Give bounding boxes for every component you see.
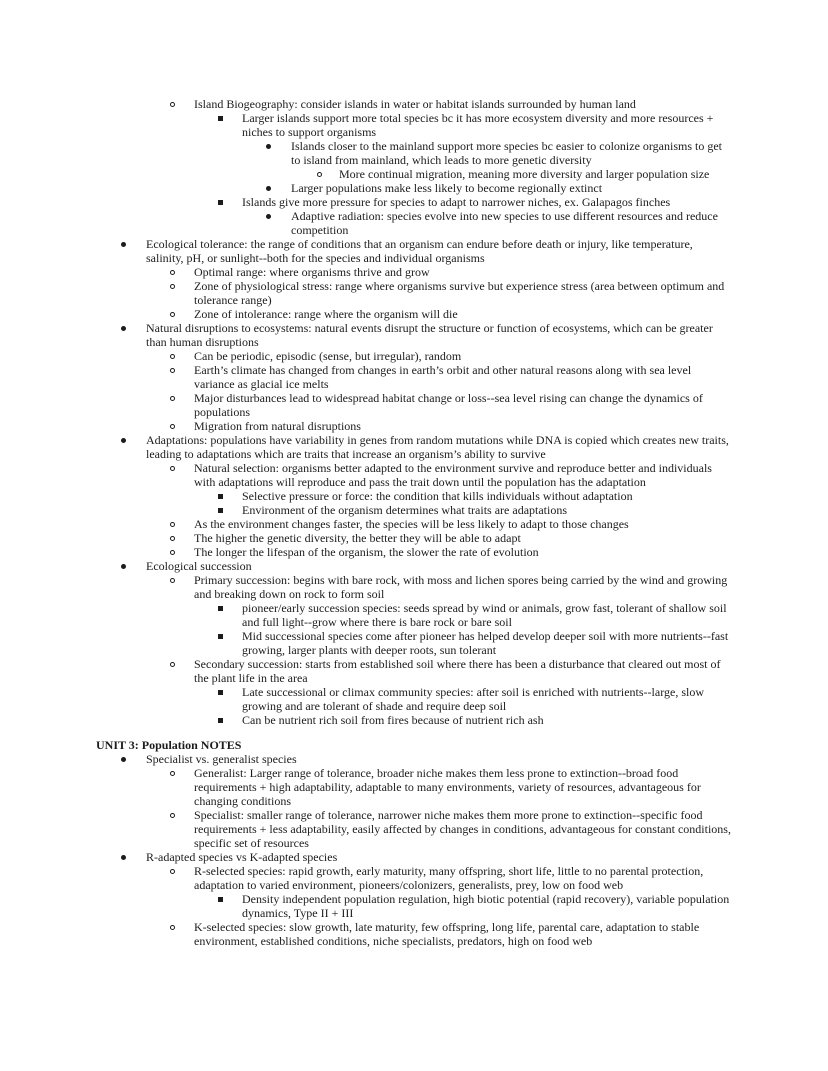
note-text: Island Biogeography: consider islands in water or habitat islands surrounded by human land [194, 97, 636, 111]
note-item [96, 391, 732, 419]
note-text: Islands give more pressure for species to adapt to narrower niches, ex. Galapagos finches [242, 195, 671, 209]
note-text: Secondary succession: starts from established soil where there has been a disturbance that cleared out most of the plant life in the area [194, 657, 721, 685]
note-text: pioneer/early succession species: seeds spread by wind or animals, grow fast, tolerant of shallow soil and full light--grow where there is bare rock or bare soil [242, 601, 727, 629]
note-text: Density independent population regulation, high biotic potential (rapid recovery), variable population dynamics, Type II + III [242, 892, 730, 920]
population-notes-list [96, 752, 732, 948]
bullet-circle-icon [170, 396, 175, 401]
note-text: The higher the genetic diversity, the better they will be able to adapt [194, 531, 521, 545]
note-item [96, 279, 732, 307]
note-text: Mid successional species come after pioneer has helped develop deeper soil with more nutrients--fast growing, larger plants with deeper roots, sun tolerant [242, 629, 729, 657]
note-text: Zone of physiological stress: range where organisms survive but experience stress (area between optimum and tolerance range) [194, 279, 725, 307]
note-text: The longer the lifespan of the organism, the slower the rate of evolution [194, 545, 539, 559]
note-text: Late successional or climax community species: after soil is enriched with nutrients--large, slow growing and are tolerant of shade and require deep soil [242, 685, 704, 713]
note-item [96, 503, 732, 517]
note-item [96, 433, 732, 461]
note-text: Earth’s climate has changed from changes in earth’s orbit and other natural reasons along with sea level variance as glacial ice melts [194, 363, 692, 391]
bullet-circle-icon [170, 284, 175, 289]
bullet-disc-icon [121, 438, 126, 443]
note-item [96, 461, 732, 489]
note-item [96, 559, 732, 573]
bullet-disc-icon [266, 144, 271, 149]
note-item [96, 808, 732, 850]
note-item [96, 850, 732, 864]
bullet-circle-icon [170, 925, 175, 930]
bullet-circle-icon [170, 662, 175, 667]
note-item [96, 629, 732, 657]
note-item [96, 545, 732, 559]
note-text: Adaptive radiation: species evolve into new species to use different resources and reduce competition [291, 209, 718, 237]
bullet-square-icon [218, 116, 223, 121]
note-text: Larger islands support more total species bc it has more ecosystem diversity and more resources + niches to support organisms [242, 111, 714, 139]
bullet-circle-icon [170, 354, 175, 359]
bullet-circle-icon [170, 771, 175, 776]
note-text: R-selected species: rapid growth, early maturity, many offspring, short life, little to no parental protection, adaptation to varied environment, pioneers/colonizers, generalists, prey, low on food web [194, 864, 704, 892]
note-text: Ecological succession [146, 559, 252, 573]
bullet-circle-icon [170, 813, 175, 818]
note-text: Migration from natural disruptions [194, 419, 361, 433]
bullet-circle-icon [170, 466, 175, 471]
note-item [96, 307, 732, 321]
note-text: Environment of the organism determines what traits are adaptations [242, 503, 568, 517]
note-item [96, 349, 732, 363]
bullet-disc-icon [266, 186, 271, 191]
bullet-circle-icon [170, 550, 175, 555]
bullet-square-icon [218, 508, 223, 513]
bullet-square-icon [218, 606, 223, 611]
note-text: Ecological tolerance: the range of conditions that an organism can endure before death or injury, like temperature, salinity, pH, or sunlight--both for the species and individual organisms [146, 237, 693, 265]
note-text: Optimal range: where organisms thrive and grow [194, 265, 430, 279]
note-item [96, 685, 732, 713]
note-item [96, 237, 732, 265]
note-item [96, 752, 732, 766]
note-item [96, 531, 732, 545]
note-item [96, 601, 732, 629]
note-item [96, 713, 732, 727]
bullet-square-icon [218, 690, 223, 695]
note-text: Adaptations: populations have variability in genes from random mutations while DNA is copied which creates new traits, leading to adaptations which are traits that increase an organism’s ability to survive [146, 433, 729, 461]
note-item [96, 920, 732, 948]
note-text: Major disturbances lead to widespread habitat change or loss--sea level rising can change the dynamics of populations [194, 391, 703, 419]
bullet-circle-icon [170, 522, 175, 527]
note-item [96, 97, 732, 111]
note-item [96, 419, 732, 433]
note-item [96, 489, 732, 503]
note-item [96, 864, 732, 892]
note-text: Primary succession: begins with bare rock, with moss and lichen spores being carried by the wind and growing and breaking down on rock to form soil [194, 573, 728, 601]
bullet-circle-icon [317, 172, 322, 177]
note-text: Specialist vs. generalist species [146, 752, 297, 766]
note-text: Larger populations make less likely to become regionally extinct [291, 181, 603, 195]
bullet-circle-icon [170, 578, 175, 583]
note-text: Can be periodic, episodic (sense, but irregular), random [194, 349, 462, 363]
note-text: K-selected species: slow growth, late maturity, few offspring, long life, parental care, adaptation to stable environment, established conditions, niche specialists, predators, high on food web [194, 920, 700, 948]
note-item [96, 657, 732, 685]
note-text: Islands closer to the mainland support more species bc easier to colonize organisms to get to island from mainland, which leads to more genetic diversity [291, 139, 722, 167]
bullet-circle-icon [170, 312, 175, 317]
note-text: Zone of intolerance: range where the organism will die [194, 307, 458, 321]
note-item [96, 892, 732, 920]
note-text: Selective pressure or force: the condition that kills individuals without adaptation [242, 489, 633, 503]
note-item [96, 766, 732, 808]
bullet-disc-icon [121, 564, 126, 569]
bullet-square-icon [218, 200, 223, 205]
note-text: Natural selection: organisms better adapted to the environment survive and reproduce better and individuals with adaptations will reproduce and pass the trait down until the population has the adaptation [194, 461, 712, 489]
bullet-disc-icon [266, 214, 271, 219]
note-item [96, 209, 732, 237]
note-item [96, 321, 732, 349]
bullet-circle-icon [170, 102, 175, 107]
bullet-disc-icon [121, 326, 126, 331]
note-item [96, 517, 732, 531]
bullet-circle-icon [170, 368, 175, 373]
note-text: Generalist: Larger range of tolerance, broader niche makes them less prone to extinction--broad food requirements + high adaptability, adaptable to many environments, variety of resources, advantageous for changing conditions [194, 766, 701, 808]
bullet-square-icon [218, 494, 223, 499]
bullet-square-icon [218, 897, 223, 902]
bullet-square-icon [218, 634, 223, 639]
bullet-disc-icon [121, 855, 126, 860]
unit3-heading: UNIT 3: Population NOTES [96, 738, 242, 752]
note-text: Specialist: smaller range of tolerance, narrower niche makes them more prone to extinction--specific food requirements + less adaptability, easily affected by changes in conditions, advantageous for constant conditions, specific set of resources [194, 808, 731, 850]
note-text: R-adapted species vs K-adapted species [146, 850, 338, 864]
note-item [96, 139, 732, 167]
bullet-circle-icon [170, 270, 175, 275]
bullet-disc-icon [121, 242, 126, 247]
note-item [96, 181, 732, 195]
note-text: More continual migration, meaning more diversity and larger population size [339, 167, 710, 181]
note-text: As the environment changes faster, the species will be less likely to adapt to those changes [194, 517, 629, 531]
note-text: Can be nutrient rich soil from fires because of nutrient rich ash [242, 713, 544, 727]
note-item [96, 363, 732, 391]
bullet-circle-icon [170, 869, 175, 874]
bullet-circle-icon [170, 536, 175, 541]
note-text: Natural disruptions to ecosystems: natural events disrupt the structure or function of ecosystems, which can be greater than human disruptions [146, 321, 713, 349]
note-item [96, 573, 732, 601]
note-item [96, 167, 732, 181]
note-item [96, 111, 732, 139]
ecology-notes-list [96, 97, 732, 727]
bullet-square-icon [218, 718, 223, 723]
bullet-disc-icon [121, 757, 126, 762]
note-item [96, 195, 732, 209]
bullet-circle-icon [170, 424, 175, 429]
note-item [96, 265, 732, 279]
